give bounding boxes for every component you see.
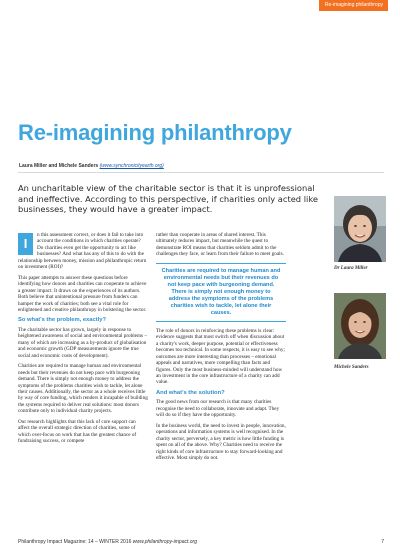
paragraph: Charities are required to manage human and environmental needs but their revenues do not keep pace with burgeoning demand. There is simply not enough money to address the symptoms of the problems charities wish to tackle, let alone their causes. Additionally, the sector as a whole receives little by way of core funding, which renders it incapable of building the systems required to deliver real solutions: most donors contribute only to individual charity projects. bbox=[18, 363, 148, 415]
paragraph: This paper attempts to answer these questions before identifying how donors and charities can cooperate to achieve a greater impact. It draws on the experiences of its authors. Both believe that unintentional pressure from funders can hamper the work of charities; both see a vital role for enlightened and creative philanthropy in bolstering the sector. bbox=[18, 274, 147, 313]
paragraph: rather than cooperate in areas of shared interest. This ultimately reduces impact, but meanwhile the quest to demonstrate ROI means that charities seldom admit to the challenges they face, or learn from their failure to meet goals. bbox=[156, 232, 284, 258]
section-header-tag: Re-imagining philanthropy bbox=[319, 0, 388, 11]
paragraph: The role of donors in reinforcing these problems is clear: evidence suggests that most switch off when discussion about a charity's work, deeper purpose, potential or effectiveness becomes too technical. In some respects, it is easy to see why; outcomes are more interesting than processes – emotional appeals and narratives, more compelling than facts and figures. Only the most business-minded will understand how an investment in the core infrastructure of a charity can add value. bbox=[156, 327, 285, 386]
section-heading-solution: And what's the solution? bbox=[156, 389, 225, 396]
pull-quote: Charities are required to manage human and environmental needs but their revenues do not keep pace with burgeoning demand. There is simply not enough money to address the symptoms of the problems charities wish to tackle, let alone their causes. bbox=[156, 263, 286, 322]
page-number: 7 bbox=[381, 539, 384, 545]
paragraph: The good news from our research is that many charities recognise the need to collaborate, innovate and adapt. They will do so if they have the opportunity. bbox=[156, 399, 280, 419]
article-byline bbox=[19, 163, 164, 169]
title-divider bbox=[18, 172, 384, 173]
author-photo-laura-miller bbox=[334, 196, 386, 262]
paragraph-intro bbox=[18, 232, 148, 271]
photo-caption-michele-sanders: Michele Sanders bbox=[334, 365, 369, 370]
drop-cap: I bbox=[18, 233, 33, 255]
text-column-1 bbox=[18, 232, 148, 449]
page-footer bbox=[18, 539, 384, 545]
paragraph: Our research highlights that this lack of core support can affect the overall strategic direction of charities, some of which over-focus on work that has the greatest chance of fundraising success, or compete bbox=[18, 418, 137, 445]
footer-magazine-issue: Philanthropy Impact Magazine: 14 – WINTER 2016 bbox=[18, 539, 132, 545]
photo-caption-laura-miller: Dr Laura Miller bbox=[334, 266, 368, 271]
footer-website-link[interactable]: www.philanthropy-impact.org bbox=[132, 539, 197, 545]
author-website-link[interactable]: (www.synchronicityearth.org) bbox=[99, 163, 164, 169]
paragraph-intro-text: n this assessment correct, or does it fail to take into account the conditions in which charities operate? Do charities even get the opportunity to act like businesses? And what has any of this to do with the relationship between money, mission and philanthropic return on investment (ROI)? bbox=[18, 232, 147, 271]
author-names: Laura Miller and Michele Sanders bbox=[19, 163, 99, 169]
article-title: Re-imagining philanthropy bbox=[18, 120, 292, 145]
text-column-2 bbox=[156, 232, 286, 465]
article-standfirst: An uncharitable view of the charitable sector is that it is unprofessional and ineffective. According to this perspective, if charities only acted like businesses, they would have a greater impact. bbox=[18, 183, 318, 215]
author-photo-michele-sanders bbox=[334, 293, 386, 359]
paragraph: In the business world, the need to invest in people, innovation, operations and information systems is well recognised. In the charity sector, perversely, a key metric is how little funding is spent on all of the above. Why? Charities need to receive the right kinds of core infrastructure to stay forward-looking and effective. Most simply do not. bbox=[156, 422, 286, 461]
paragraph: The charitable sector has grown, largely in response to heightened awareness of social and environmental problems – many of which are increasing as a by-product of globalisation and economic growth (GDP measurements ignore the true social and economic costs of development). bbox=[18, 326, 147, 359]
section-heading-problem: So what's the problem, exactly? bbox=[18, 317, 107, 324]
